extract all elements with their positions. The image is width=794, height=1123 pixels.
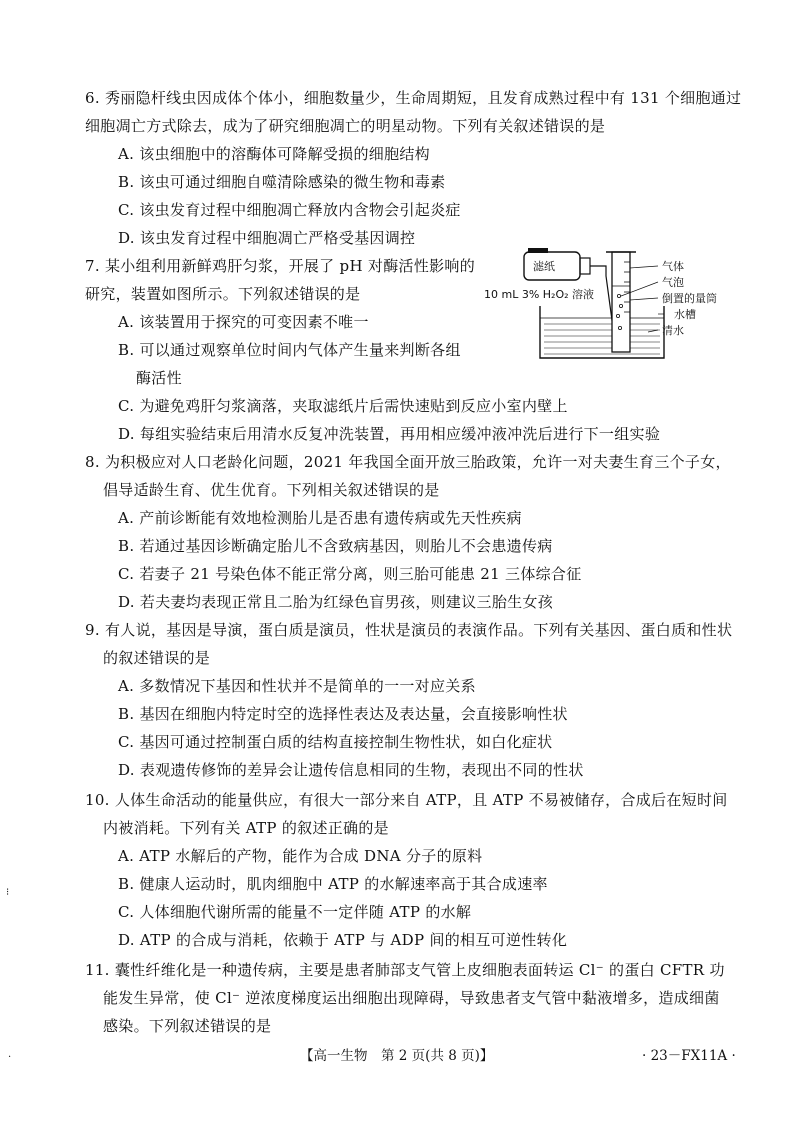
label-water-trough: 水槽 [674,308,696,321]
q9-option-b: B. 基因在细胞内特定时空的选择性表达及表达量，会直接影响性状 [118,705,568,723]
q10-option-c: C. 人体细胞代谢所需的能量不一定伴随 ATP 的水解 [118,903,472,921]
label-gas: 气体 [662,260,684,273]
q7-option-c: C. 为避免鸡肝匀浆滴落，夹取滤纸片后需快速贴到反应小室内壁上 [118,397,568,415]
q9-option-d: D. 表观遗传修饰的差异会让遗传信息相同的生物，表现出不同的性状 [118,761,584,779]
q11-stem-line-2: 能发生异常，使 Cl⁻ 逆浓度梯度运出细胞出现障碍，导致患者支气管中黏液增多，造成细菌 [103,989,720,1007]
q6-stem-line-2: 细胞凋亡方式除去，成为了研究细胞凋亡的明星动物。下列有关叙述错误的是 [85,117,606,135]
q8-option-d: D. 若夫妻均表现正常且二胎为红绿色盲男孩，则建议三胎生女孩 [118,593,554,611]
q10-option-d: D. ATP 的合成与消耗，依赖于 ATP 与 ADP 间的相互可逆性转化 [118,931,568,949]
q7-stem-line-1: 7. 某小组利用新鲜鸡肝匀浆，开展了 pH 对酶活性影响的 [85,257,476,275]
margin-mark-2: . [8,1049,12,1060]
q11-stem-line-1: 11. 囊性纤维化是一种遗传病，主要是患者肺部支气管上皮细胞表面转运 Cl⁻ 的蛋白 CFTR 功 [85,961,725,979]
experiment-apparatus-diagram [478,246,748,364]
q9-option-a: A. 多数情况下基因和性状并不是简单的一一对应关系 [118,677,476,695]
q8-option-a: A. 产前诊断能有效地检测胎儿是否患有遗传病或先天性疾病 [118,509,522,527]
q7-stem-line-2: 研究，装置如图所示。下列叙述错误的是 [85,285,361,303]
h2o2-solution-label: 10 mL 3% H₂O₂ 溶液 [484,288,595,301]
label-clear-water: 清水 [662,324,684,337]
chamber-stopper [580,258,590,274]
water-trough [540,306,664,358]
q8-stem-line-1: 8. 为积极应对人口老龄化问题，2021 年我国全面开放三胎政策，允许一对夫妻生育三个子女， [85,453,731,471]
filter-paper-piece [528,248,548,253]
q6-option-d: D. 该虫发育过程中细胞凋亡严格受基因调控 [118,229,416,247]
q6-option-c: C. 该虫发育过程中细胞凋亡释放内含物会引起炎症 [118,201,461,219]
q6-option-a: A. 该虫细胞中的溶酶体可降解受损的细胞结构 [118,145,430,163]
q8-option-b: B. 若通过基因诊断确定胎儿不含致病基因，则胎儿不会患遗传病 [118,537,553,555]
q7-option-a: A. 该装置用于探究的可变因素不唯一 [118,313,369,331]
q7-option-b-cont: 酶活性 [136,369,182,387]
q10-option-a: A. ATP 水解后的产物，能作为合成 DNA 分子的原料 [118,847,483,865]
page-footer-code: · 23－FX11A · [642,1048,736,1064]
q11-stem-line-3: 感染。下列叙述错误的是 [103,1017,272,1035]
label-inverted-cylinder: 倒置的量筒 [662,292,717,305]
q6-option-b: B. 该虫可通过细胞自噬清除感染的微生物和毒素 [118,173,446,191]
q9-option-c: C. 基因可通过控制蛋白质的结构直接控制生物性状，如白化症状 [118,733,553,751]
q10-stem-line-1: 10. 人体生命活动的能量供应，有很大一部分来自 ATP，且 ATP 不易被储存，合成后在短时间 [85,791,728,809]
page-footer-center: 【高一生物 第 2 页(共 8 页)】 [300,1048,494,1064]
q7-option-b: B. 可以通过观察单位时间内气体产生量来判断各组 [118,341,461,359]
q10-option-b: B. 健康人运动时，肌肉细胞中 ATP 的水解速率高于其合成速率 [118,875,548,893]
q10-stem-line-2: 内被消耗。下列有关 ATP 的叙述正确的是 [103,819,389,837]
q9-stem-line-1: 9. 有人说，基因是导演，蛋白质是演员，性状是演员的表演作品。下列有关基因、蛋白质和性状 [85,621,733,639]
margin-mark-1: ⁝ [6,887,10,898]
filter-paper-label: 滤纸 [533,260,555,273]
label-bubble: 气泡 [662,276,684,289]
q6-stem-line-1: 6. 秀丽隐杆线虫因成体个体小，细胞数量少，生命周期短，且发育成熟过程中有 131 个细胞通过 [85,89,742,107]
q7-option-d: D. 每组实验结束后用清水反复冲洗装置，再用相应缓冲液冲洗后进行下一组实验 [118,425,661,443]
q8-stem-line-2: 倡导适龄生育、优生优育。下列相关叙述错误的是 [103,481,440,499]
q9-stem-line-2: 的叙述错误的是 [103,649,211,667]
q8-option-c: C. 若妻子 21 号染色体不能正常分离，则三胎可能患 21 三体综合征 [118,565,582,583]
